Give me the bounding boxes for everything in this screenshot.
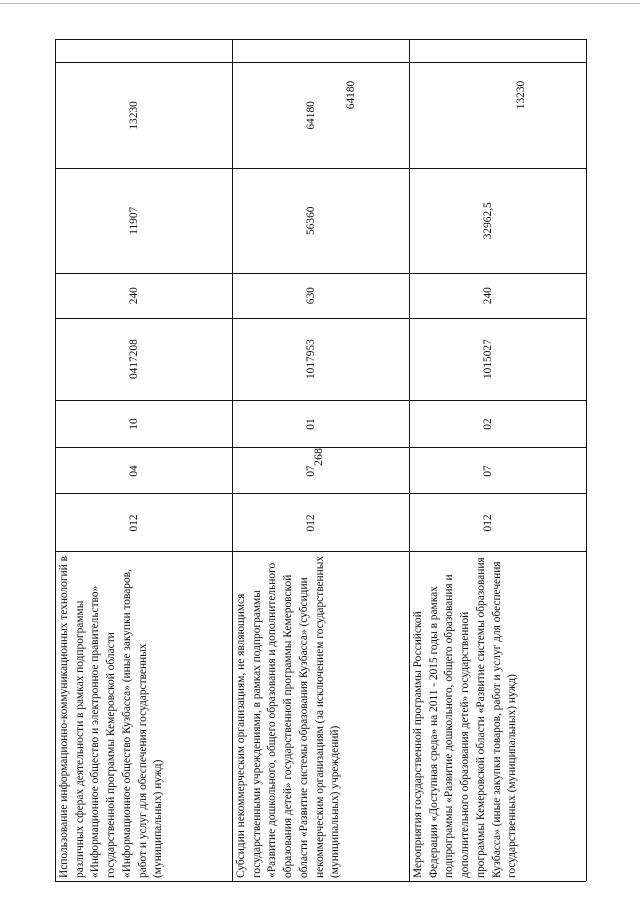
table-row	[233, 39, 410, 881]
subsection-cell: 10	[56, 400, 233, 448]
sum-year3-cell-edge	[233, 39, 410, 62]
page-number: 268	[311, 448, 325, 466]
sum-year3-cell-edge	[56, 39, 233, 62]
admin-code-cell: 012	[56, 493, 233, 551]
admin-code-cell: 012	[410, 493, 587, 551]
row-description: Мероприятия государственной программы Российской Федерации «Доступная среда» на 2011 - 2015 годы в рамках подпрограммы «Развитие дошкольного, общего образования и дополнительного образования детей» государственной программы Кемеровской области «Развитие системы образования Кузбасса» (иные закупки товаров, работ и услуг для обеспечения государственных (муниципальных) нужд)	[410, 551, 587, 881]
sum-year1-cell: 56360	[233, 168, 410, 273]
sum-year3-cell-edge	[410, 39, 587, 62]
expense-type-cell: 240	[56, 273, 233, 318]
sum-year1-cell: 32962,5	[410, 168, 587, 273]
expense-type-cell: 240	[410, 273, 587, 318]
sum-year2-cell: 13230	[56, 62, 233, 168]
budget-table-wrapper	[55, 39, 586, 882]
target-article-cell: 1017953	[233, 318, 410, 400]
top-scan-line	[0, 3, 640, 4]
sum-year3-value: 13230	[515, 80, 527, 110]
budget-table	[55, 39, 586, 882]
row-description: Субсидии некоммерческим организациям, не являющимся государственными учреждениями, в рамках подпрограммы «Развитие дошкольного, общего образования и дополнительного образования детей» государственной программы Кемеровской области «Развитие системы образования Кузбасса» (субсидии некоммерческим организациям (за исключением государственных (муниципальных) учреждений)	[233, 551, 410, 881]
section-cell: 04	[56, 448, 233, 494]
row-description: Использование информационно-коммуникационных технологий в различных сферах деятельности в рамках подпрограммы «Информационное общество и электронное правительство» государственной программы Кемеровской области «Информационное общество Кузбасса» (иные закупки товаров, работ и услуг для обеспечения государственных (муниципальных) нужд)	[56, 551, 233, 881]
sum-year3-value	[169, 42, 185, 148]
admin-code-cell: 012	[233, 493, 410, 551]
subsection-cell: 02	[410, 400, 587, 448]
target-article-cell: 1015027	[410, 318, 587, 400]
sum-year3-value: 64180	[345, 80, 357, 110]
section-cell: 07	[410, 448, 587, 494]
sum-year2-cell	[410, 62, 587, 168]
sum-year1-cell: 11907	[56, 168, 233, 273]
section-cell: 07	[233, 448, 410, 494]
expense-type-cell: 630	[233, 273, 410, 318]
sum-year2-cell: 64180	[233, 62, 410, 168]
table-row	[56, 39, 233, 881]
table-row	[410, 39, 587, 881]
subsection-cell: 01	[233, 400, 410, 448]
target-article-cell: 0417208	[56, 318, 233, 400]
